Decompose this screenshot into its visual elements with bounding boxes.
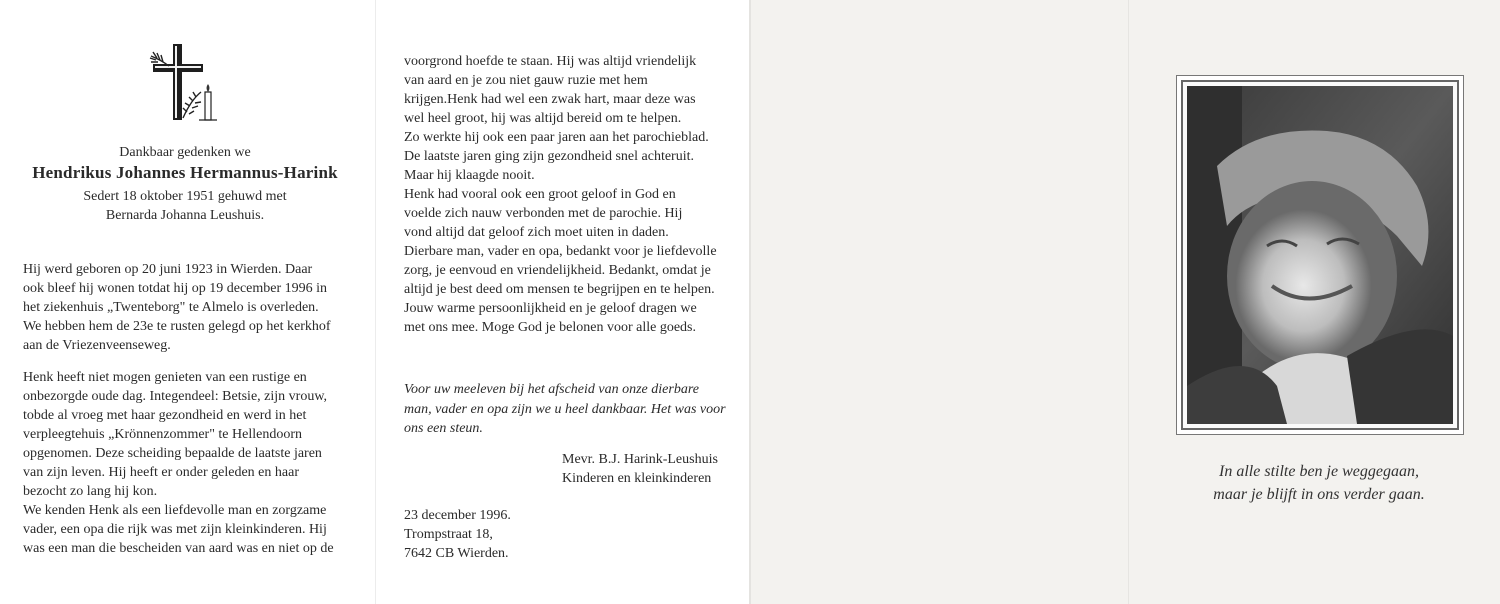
biography-paragraph (23, 260, 348, 355)
cross-with-palm-and-candle-icon (147, 42, 219, 124)
text-line: ook bleef hij wonen totdat hij op 19 december 1996 in (23, 281, 328, 296)
marriage-line: Sedert 18 oktober 1951 gehuwd met (83, 189, 287, 204)
text-line: Henk had vooral ook een groot geloof in God en (404, 187, 676, 202)
text-line: De laatste jaren ging zijn gezondheid snel achteruit. (404, 149, 695, 164)
text-line: ons een steun. (404, 421, 483, 436)
text-line: verpleegtehuis „Krönnenzommer" te Hellendoorn (23, 427, 303, 442)
text-line: vader, een opa die rijk was met zijn kleinkinderen. Hij (23, 522, 327, 537)
text-line: aan de Vriezenveenseweg. (23, 338, 171, 353)
page-edge (749, 0, 751, 604)
signature-name: Mevr. B.J. Harink-Leushuis (562, 452, 718, 467)
portrait-frame (1176, 75, 1464, 435)
thanks-text (404, 380, 725, 439)
text-line: vond altijd dat geloof zich moet uiten in daden. (404, 225, 669, 240)
text-line: Henk heeft niet mogen genieten van een rustige en (23, 370, 307, 385)
text-line: We kenden Henk als een liefdevolle man en zorgzame (23, 503, 327, 518)
address-city: 7642 CB Wierden. (404, 546, 509, 561)
text-line: Jouw warme persoonlijkheid en je geloof dragen we (404, 301, 697, 316)
memorial-quote (1176, 460, 1462, 506)
biography-paragraph (404, 52, 725, 337)
text-line: was een man die bescheiden van aard was en niet op de (23, 541, 334, 556)
text-line: altijd je best deed om mensen te begrijpen en te helpen. (404, 282, 715, 297)
quote-line: In alle stilte ben je weggegaan, (1219, 463, 1419, 480)
text-line: van zijn leven. Hij heeft er onder geleden en haar (23, 465, 299, 480)
deceased-name: Hendrikus Johannes Hermannus-Harink (32, 163, 338, 182)
fold-line (1128, 0, 1129, 604)
biography-paragraph (23, 368, 348, 558)
text-line: man, vader en opa zijn we u heel dankbaar. Het was voor (404, 401, 726, 417)
text-line: wel heel groot, hij was altijd bereid om te helpen. (404, 111, 682, 126)
spouse-name: Bernarda Johanna Leushuis. (105, 208, 265, 223)
signature-block (562, 450, 762, 488)
text-line: zorg, je eenvoud en vriendelijkheid. Bedankt, omdat je (404, 263, 711, 278)
text-line: tobde al vroeg met haar gezondheid en werd in het (23, 408, 307, 423)
intro-text: Dankbaar gedenken we (119, 145, 251, 160)
text-line: met ons mee. Moge God je belonen voor alle goeds. (404, 320, 696, 335)
text-line: We hebben hem de 23e te rusten gelegd op het kerkhof (23, 319, 331, 334)
signature-family: Kinderen en kleinkinderen (562, 471, 712, 486)
quote-line: maar je blijft in ons verder gaan. (1213, 486, 1425, 503)
text-line: Maar hij klaagde nooit. (404, 168, 535, 183)
text-line: Hij werd geboren op 20 juni 1923 in Wierden. Daar (23, 262, 313, 277)
date-text: 23 december 1996. (404, 508, 511, 523)
text-line: voelde zich nauw verbonden met de parochie. Hij (404, 206, 683, 221)
address-street: Trompstraat 18, (404, 527, 493, 542)
fold-line (375, 0, 376, 604)
text-line: opgenomen. Deze scheiding bepaalde de laatste jaren (23, 446, 322, 461)
portrait-image (1187, 86, 1453, 424)
text-line: van aard en je zou niet gauw ruzie met hem (404, 73, 648, 88)
text-line: voorgrond hoefde te staan. Hij was altijd vriendelijk (404, 54, 697, 69)
text-line: Zo werkte hij ook een paar jaren aan het parochieblad. (404, 130, 709, 145)
text-line: onbezorgde oude dag. Integendeel: Betsie, zijn vrouw, (23, 389, 328, 404)
address-block (404, 506, 604, 563)
text-line: het ziekenhuis „Twenteborg" te Almelo is overleden. (23, 300, 319, 315)
text-line: Voor uw meeleven bij het afscheid van onze dierbare (404, 382, 699, 397)
text-line: Dierbare man, vader en opa, bedankt voor je liefdevolle (404, 244, 717, 259)
text-line: krijgen.Henk had wel een zwak hart, maar deze was (404, 92, 696, 107)
portrait-photo (1187, 86, 1453, 424)
text-line: bezocht zo lang hij kon. (23, 484, 158, 499)
